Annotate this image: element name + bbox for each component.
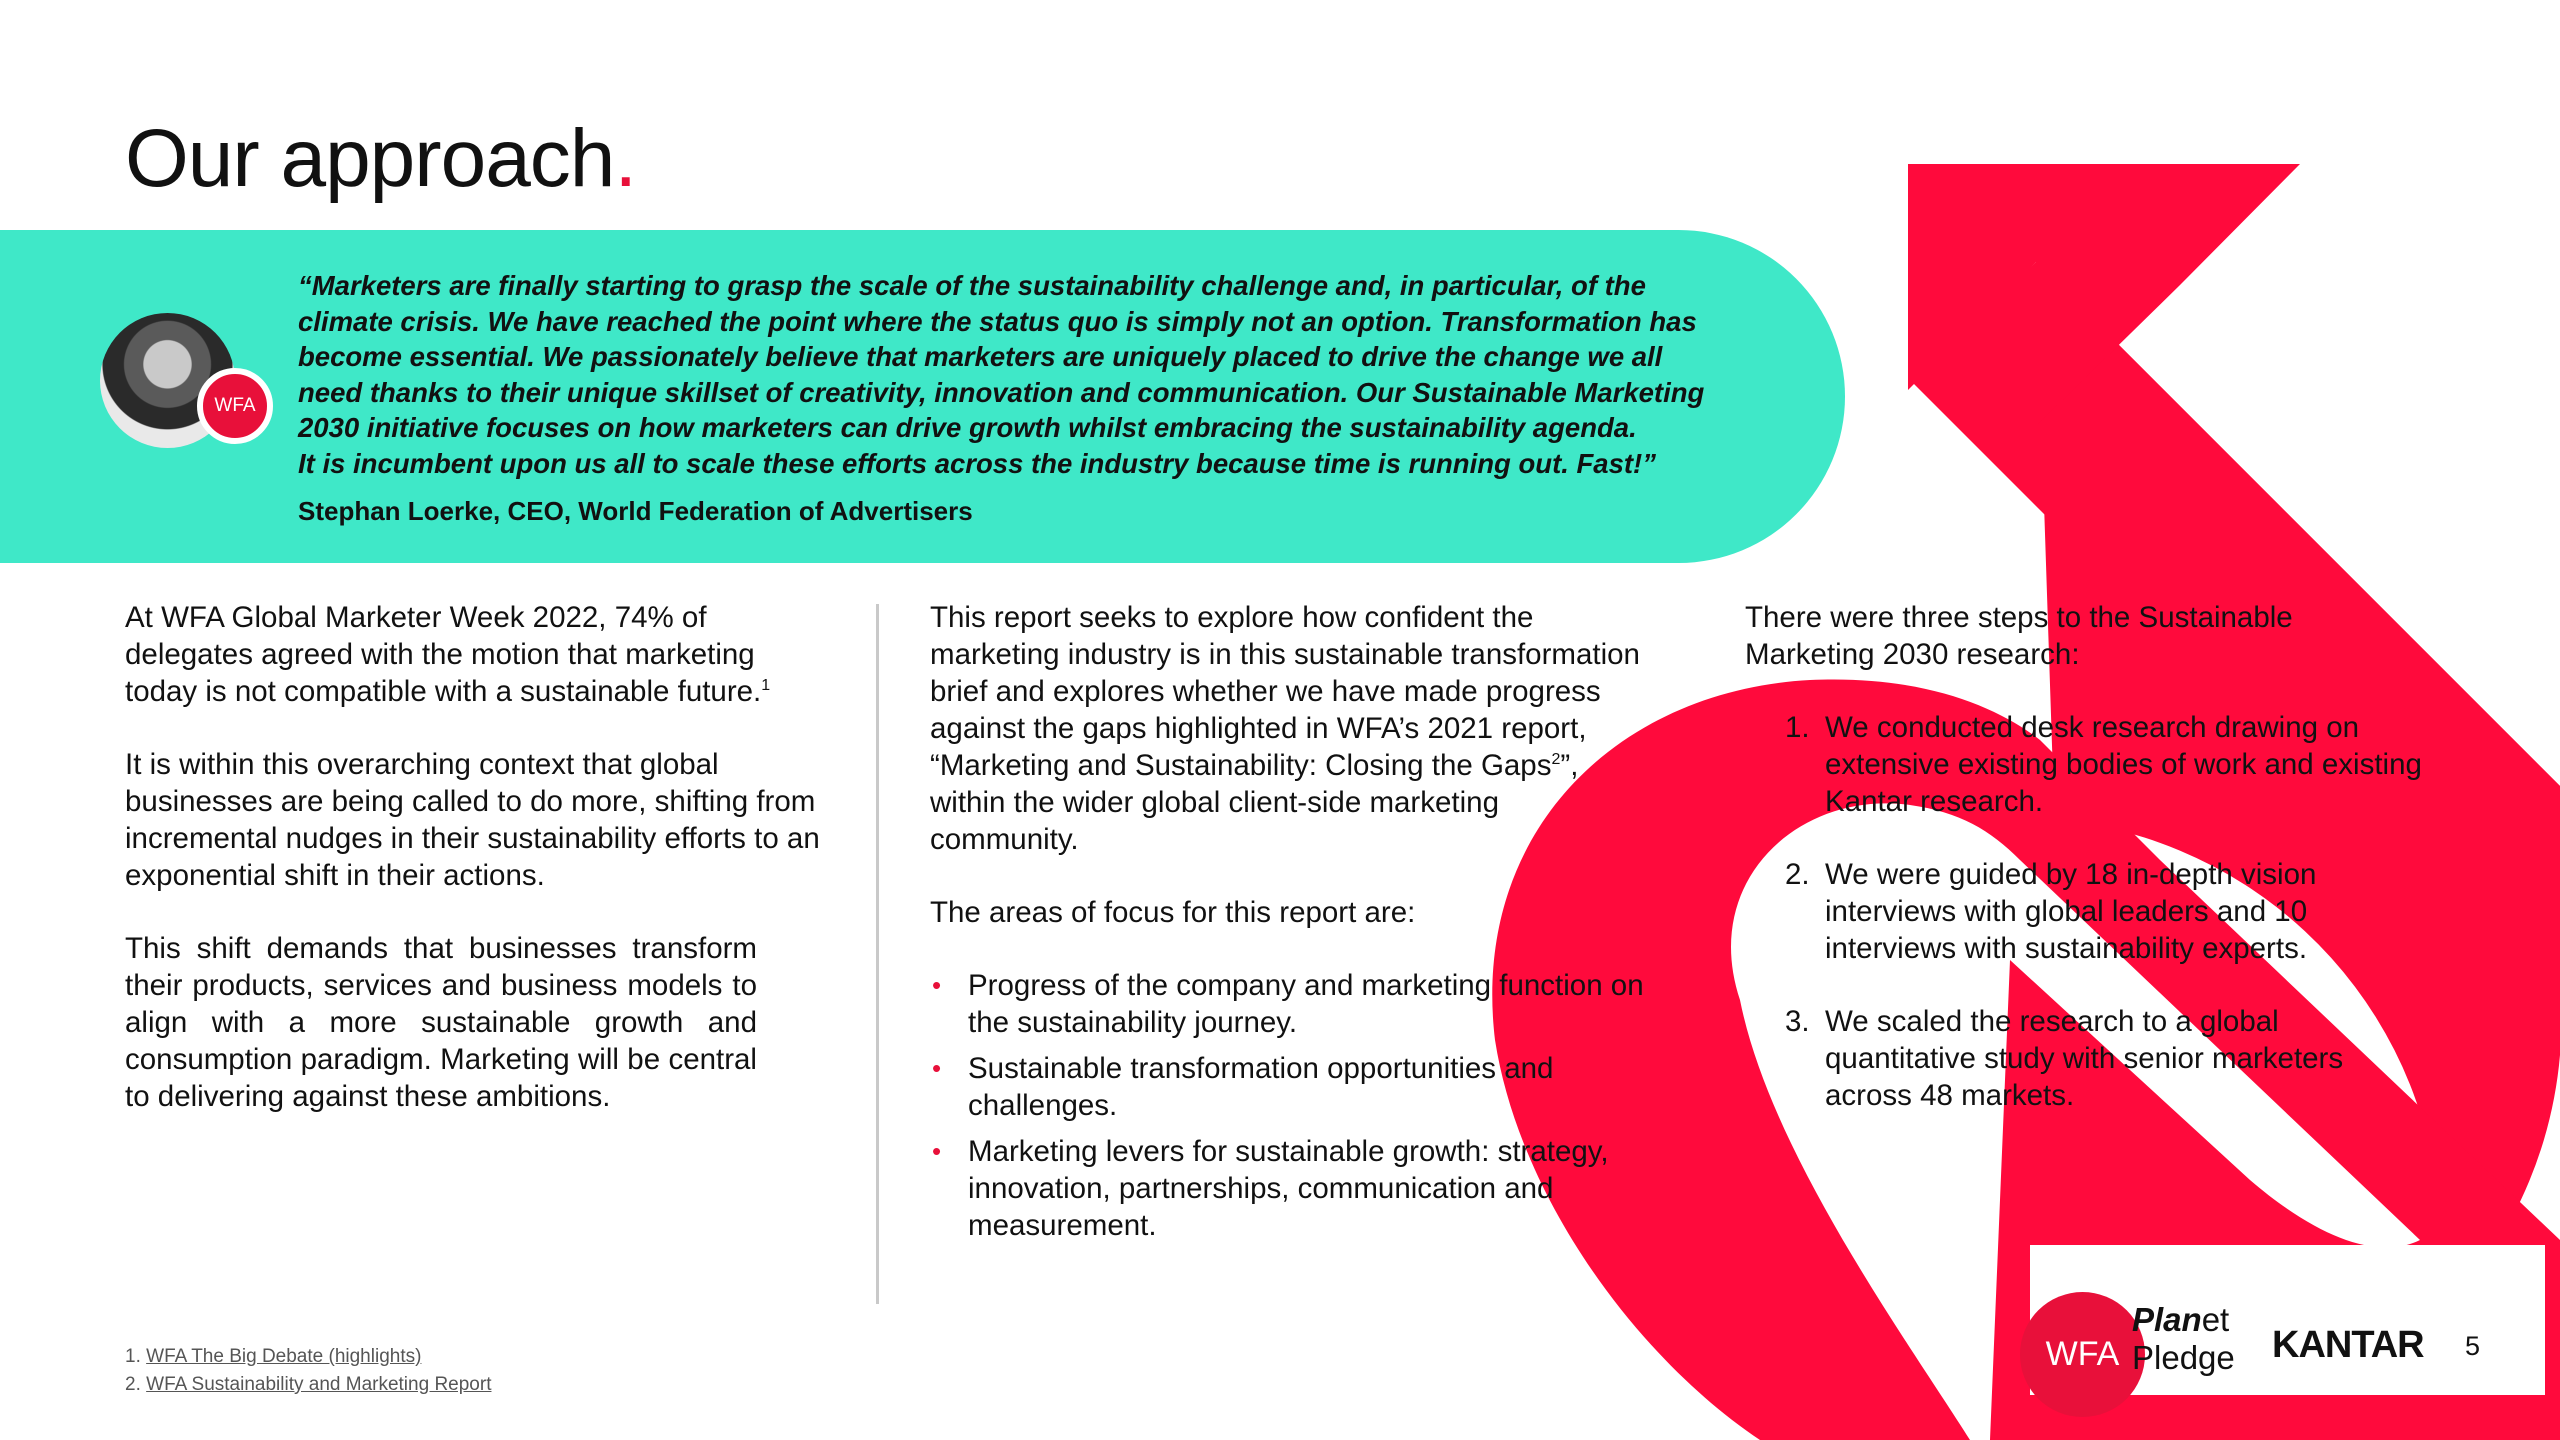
kantar-logo: KANTAR [2272,1324,2424,1366]
list-item: 3. We scaled the research to a global quantitative study with senior marketers across 48 markets. [1785,1005,2344,1112]
paragraph: This report seeks to explore how confident the marketing industry is in this sustainable transformation brief and explores whether we have made progress against the gaps highlighted in WFA’s 2021 report, “Marketing and Sustainability: Closing the Gaps$^2$”, within the wider global client-side marketing community. [930,601,1640,856]
footnotes [125,1343,491,1399]
step-number: 3. [1785,1005,1810,1038]
focus-list [930,967,1650,1244]
paragraph: It is within this overarching context that global businesses are being called to do more, shifting from incremental nudges in their sustainability efforts to an exponential shift in their actions. [125,748,820,892]
footnote-link[interactable]: WFA The Big Debate (highlights) [146,1346,422,1367]
quote-line: 2030 initiative focuses on how marketers can drive growth whilst embracing the sustainability agenda. [298,412,1637,443]
paragraph: At WFA Global Marketer Week 2022, 74% of delegates agreed with the motion that marketing today is not compatible with a sustainable future.$^1$ [125,601,771,708]
page-number: 5 [2465,1331,2481,1361]
footnote-ref: 1 [761,677,771,695]
title-dot: . [614,113,637,204]
footnote: 1. WFA The Big Debate (highlights) [125,1346,422,1367]
paragraph: There were three steps to the Sustainable Marketing 2030 research: [1745,601,2293,671]
column-left [125,599,825,1151]
list-item: 1. We conducted desk research drawing on extensive existing bodies of work and existing Kantar research. [1785,711,2422,818]
column-divider [876,604,879,1304]
page-title: Our approach. [125,113,637,204]
step-number: 1. [1785,711,1810,744]
column-middle [930,599,1650,1253]
quote-line: need thanks to their unique skillset of creativity, innovation and communication. Our Sustainable Marketing [298,376,1705,408]
list-item: • Progress of the company and marketing function on the sustainability journey. [930,967,1650,1041]
wfa-logo: WFA [2020,1292,2145,1417]
paragraph: This shift demands that businesses transform their products, services and business models to align with a more sustainable growth and consumption paradigm. Marketing will be central to delivering against these ambitions. [125,932,757,1113]
quote-text [298,268,1778,481]
footnote: 2. WFA Sustainability and Marketing Report [125,1374,492,1395]
list-item: • Sustainable transformation opportunities and challenges. [930,1050,1650,1124]
steps-list [1745,709,2425,1114]
step-number: 2. [1785,858,1810,891]
list-item: • Marketing levers for sustainable growth: strategy, innovation, partnerships, communication and measurement. [930,1133,1650,1244]
paragraph: The areas of focus for this report are: [930,896,1416,929]
quote-line: climate crisis. We have reached the point where the status quo is simply not an option. Transformation has [298,305,1697,337]
quote-author: Stephan Loerke, CEO, World Federation of Advertisers [298,496,973,526]
wfa-badge: WFA [197,368,273,444]
quote-line: become essential. We passionately believe that marketers are uniquely placed to drive the change we all [298,341,1663,372]
planet-pledge-logo: Planet Pledge [2132,1301,2235,1376]
column-right [1745,599,2425,1150]
footnote-ref: 2 [1551,751,1561,769]
quote-line: “Marketers are finally starting to grasp the scale of the sustainability challenge and, in particular, of the [298,270,1646,301]
quote-line: It is incumbent upon us all to scale these efforts across the industry because time is running out. Fast!” [298,447,1656,479]
list-item: 2. We were guided by 18 in-depth vision interviews with global leaders and 10 interviews with sustainability experts. [1785,858,2317,965]
footnote-link[interactable]: WFA Sustainability and Marketing Report [146,1374,492,1395]
